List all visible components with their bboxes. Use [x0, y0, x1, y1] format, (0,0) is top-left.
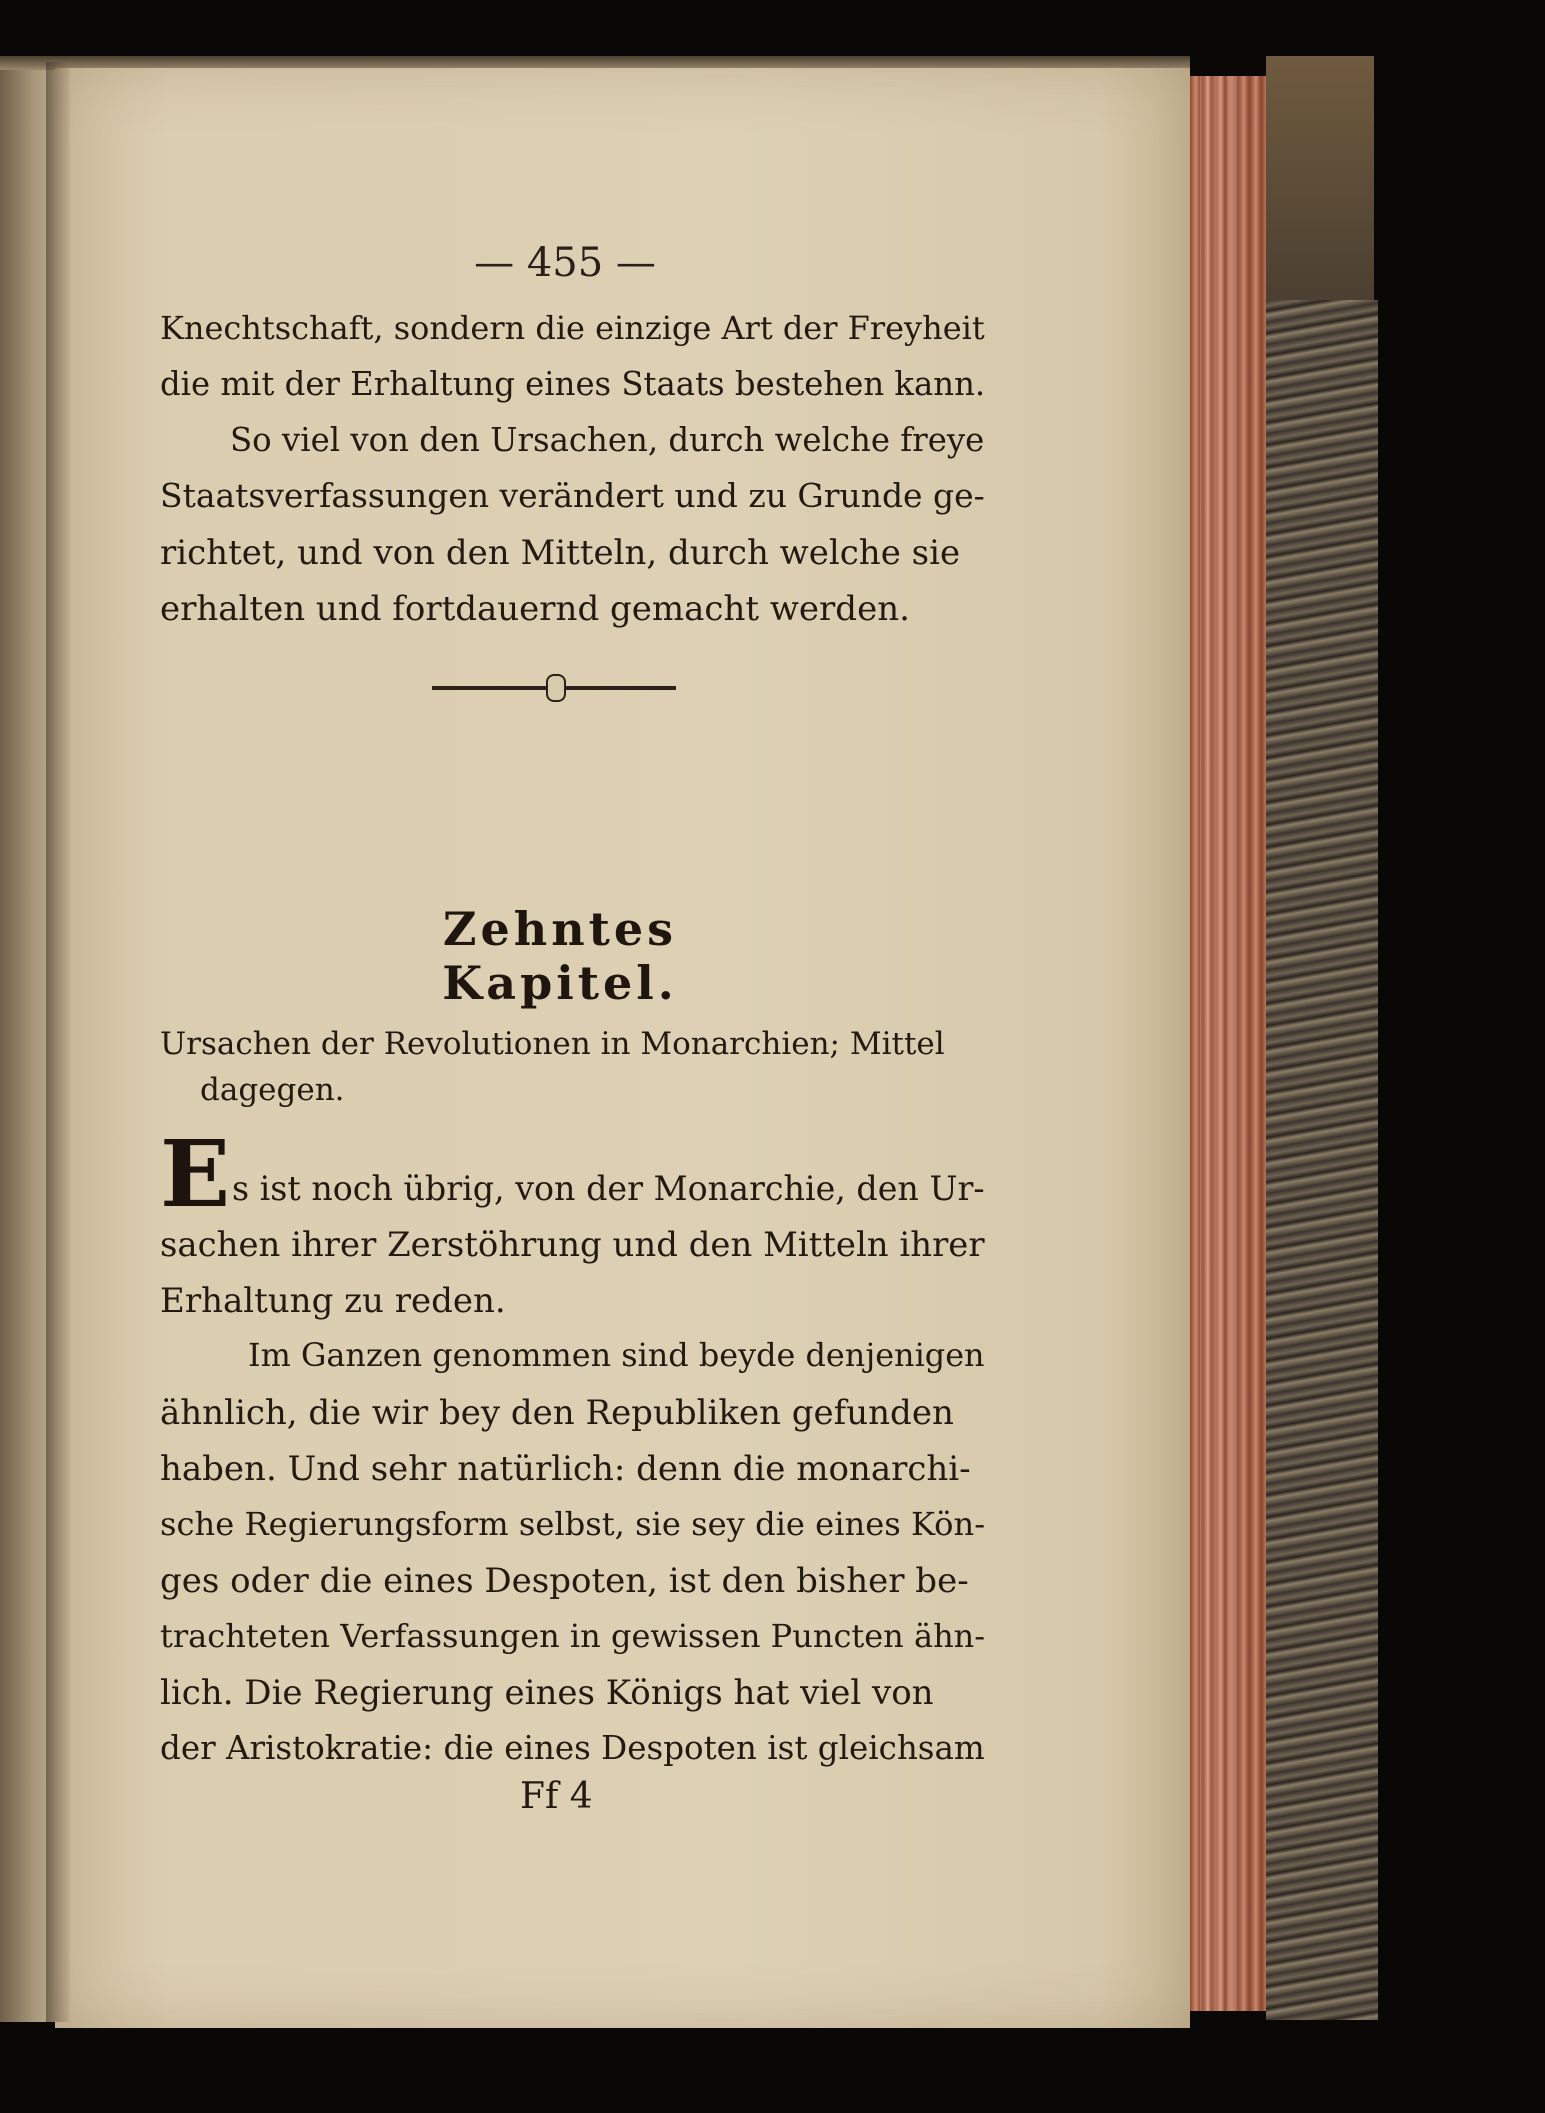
text-line: haben. Und sehr natürlich: denn die monarchi-	[160, 1449, 971, 1489]
book-cover-top	[1266, 56, 1374, 306]
text-line: der Aristokratie: die eines Despoten ist gleichsam	[160, 1729, 985, 1767]
text-line: sche Regierungsform selbst, sie sey die eines Kön-	[160, 1505, 986, 1543]
signature-mark: Ff 4	[520, 1776, 593, 1817]
text-line: die mit der Erhaltung eines Staats bestehen kann.	[160, 365, 986, 403]
book-fore-edge-highlight	[1200, 76, 1240, 2011]
text-line: ähnlich, die wir bey den Republiken gefunden	[160, 1393, 954, 1433]
marbled-cover-edge	[1266, 300, 1378, 2020]
chapter-title: Zehntes Kapitel.	[442, 902, 678, 1010]
text-line: lich. Die Regierung eines Königs hat viel von	[160, 1673, 934, 1713]
text-line: erhalten und fortdauernd gemacht werden.	[160, 589, 910, 629]
text-line: ges oder die eines Despoten, ist den bisher be-	[160, 1561, 969, 1601]
text-line: Staatsverfassungen verändert und zu Grunde ge-	[160, 476, 985, 515]
text-line: Knechtschaft, sondern die einzige Art der Freyheit	[160, 309, 985, 347]
chapter-subtitle-line: Ursachen der Revolutionen in Monarchien; Mittel	[160, 1026, 945, 1062]
text-line: s ist noch übrig, von der Monarchie, den Ur-	[232, 1169, 985, 1208]
text-line: Erhaltung zu reden.	[160, 1281, 506, 1321]
drop-cap-initial: E	[160, 1120, 231, 1228]
text-line: trachteten Verfassungen in gewissen Puncten ähn-	[160, 1617, 986, 1655]
rule-ornament-icon	[546, 674, 566, 702]
text-line: sachen ihrer Zerstöhrung und den Mitteln ihrer	[160, 1225, 985, 1264]
page-number: — 455 —	[474, 240, 656, 286]
page-gutter	[46, 62, 70, 2022]
text-line: Im Ganzen genommen sind beyde denjenigen	[248, 1336, 985, 1374]
text-line: richtet, und von den Mitteln, durch welche sie	[160, 533, 961, 573]
chapter-subtitle-line: dagegen.	[200, 1072, 345, 1108]
text-line: So viel von den Ursachen, durch welche freye	[230, 421, 985, 459]
